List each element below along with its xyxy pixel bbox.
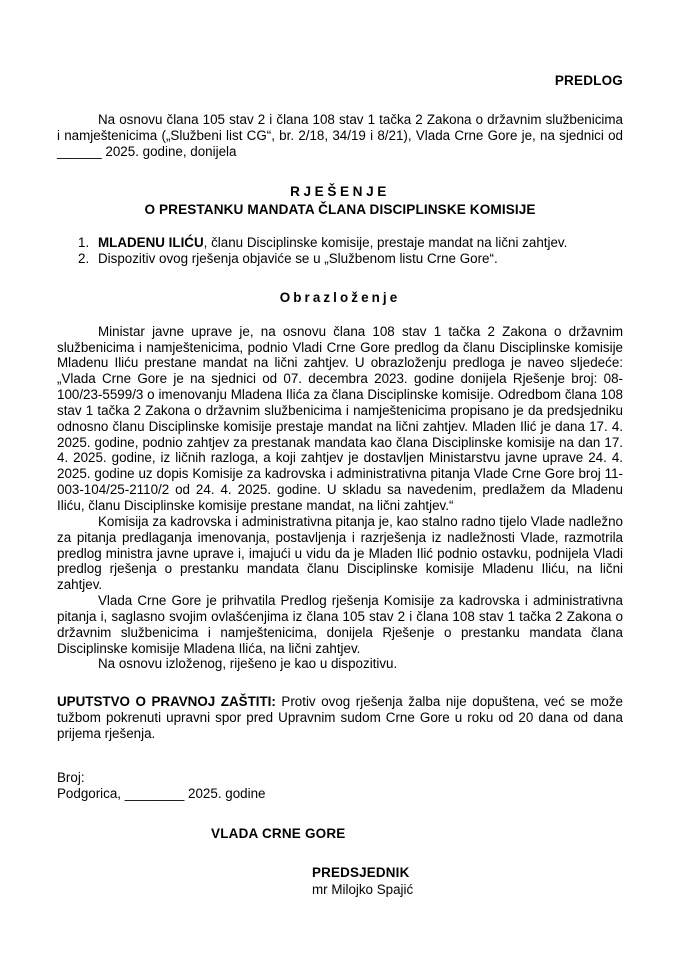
- list-item-emphasis: MLADENU ILIĆU: [98, 234, 204, 250]
- explanation-paragraph-1: Ministar javne uprave je, na osnovu člana 108 stav 1 tačka 2 Zakona o državnim službenicima i namještenicima, podnio Vladi Crne Gore predlog da članu Disciplinske komisije Mladenu Iliću prestane mandat na lični zahtjev. U obrazloženju predloga je naveo sljedeće: „Vlada Crne Gore je na sjednici od 07. decembra 2023. godine donijela Rješenje broj: 08-100/23-5599/3 o imenovanju Mladena Ilića za člana Disciplinske komisije. Odredbom člana 108 stav 1 tačka 2 Zakona o državnim službenicima i namještenicima propisano je da predsjedniku odnosno članu Disciplinske komisije prestaje mandat na lični zahtjev. Mladen Ilić je dana 17. 4. 2025. godine, podnio zahtjev za prestanak mandata kao člana Disciplinske komisije na dan 17. 4. 2025. godine, iz ličnih razloga, a koji zahtjev je dostavljen Ministarstvu javne uprave 24. 4. 2025. godine uz dopis Komisije za kadrovska i administrativna pitanja Vlade Crne Gore broj 11-003-104/25-2110/2 od 24. 4. 2025. godine. U skladu sa navedenim, predlažem da Mladenu Iliću, članu Disciplinske komisije prestane mandat, na lični zahtjev.“: [57, 323, 623, 513]
- signatory-name: mr Milojko Spajić: [312, 881, 414, 897]
- signature-block: [57, 864, 623, 898]
- document-number: Broj:: [57, 769, 85, 785]
- document-content: [57, 0, 623, 898]
- list-item-number: 1.: [78, 234, 90, 250]
- explanation-heading: Obrazloženje: [279, 289, 401, 305]
- dispositive-list: [57, 235, 623, 268]
- list-item-text: , članu Disciplinske komisije, prestaje mandat na lični zahtjev.: [203, 234, 568, 250]
- intro-paragraph: Na osnovu člana 105 stav 2 i člana 108 stav 1 tačka 2 Zakona o državnim službenicima i namještenicima („Službeni list CG“, br. 2/18, 34/19 i 8/21), Vlada Crne Gore je, na sjednici od ______ 2025. godine, donijela: [57, 112, 623, 159]
- explanation-paragraph-3: Vlada Crne Gore je prihvatila Predlog rješenja Komisije za kadrovska i administrativna pitanja i, saglasno svojim ovlašćenjima iz člana 105 stav 2 i člana 108 stav 1 tačka 2 Zakona o državnim službenicima i namještenicima, donijela Rješenje o prestanku mandata člana Disciplinske komisije Mladena Ilića, na lični zahtjev.: [57, 593, 623, 656]
- legal-notice-text: Protiv ovog rješenja žalba nije dopuštena, već se može tužbom pokrenuti upravni spor pred Upravnim sudom Crne Gore u roku od 20 dana od dana prijema rješenja.: [57, 694, 623, 741]
- predlog-label: PREDLOG: [554, 73, 623, 88]
- list-item-number: 2.: [78, 251, 90, 267]
- footer-meta: [57, 770, 623, 803]
- signatory-title: PREDSJEDNIK: [312, 864, 410, 880]
- legal-notice-label: UPUTSTVO O PRAVNOJ ZAŠTITI:: [57, 694, 276, 710]
- title-block: [57, 183, 623, 218]
- legal-notice: [57, 694, 623, 742]
- document-subtitle: O PRESTANKU MANDATA ČLANA DISCIPLINSKE KOMISIJE: [144, 201, 536, 217]
- explanation-paragraph-4: Na osnovu izloženog, riješeno je kao u dispozitivu.: [98, 656, 398, 672]
- list-item: [57, 251, 623, 268]
- place-and-date: Podgorica, ________ 2025. godine: [57, 786, 266, 802]
- explanation-paragraph-2: Komisija za kadrovska i administrativna pitanja je, kao stalno radno tijelo Vlade nadležno za pitanja predlaganja imenovanja, postavljenja i razrješenja iz nadležnosti Vlade, razmotrila predlog ministra javne uprave i, imajući u vidu da je Mladen Ilić podnio ostavku, podnijela Vladi predlog rješenja o prestanku mandata članu Disciplinske komisije Mladenu Iliću, na lični zahtjev.: [57, 513, 623, 593]
- list-item: [57, 235, 623, 252]
- document-title: RJEŠENJE: [290, 183, 390, 199]
- list-item-text: Dispozitiv ovog rješenja objaviće se u „Službenom listu Crne Gore“.: [98, 251, 498, 267]
- government-label: VLADA CRNE GORE: [211, 825, 346, 841]
- header-row: [57, 72, 623, 90]
